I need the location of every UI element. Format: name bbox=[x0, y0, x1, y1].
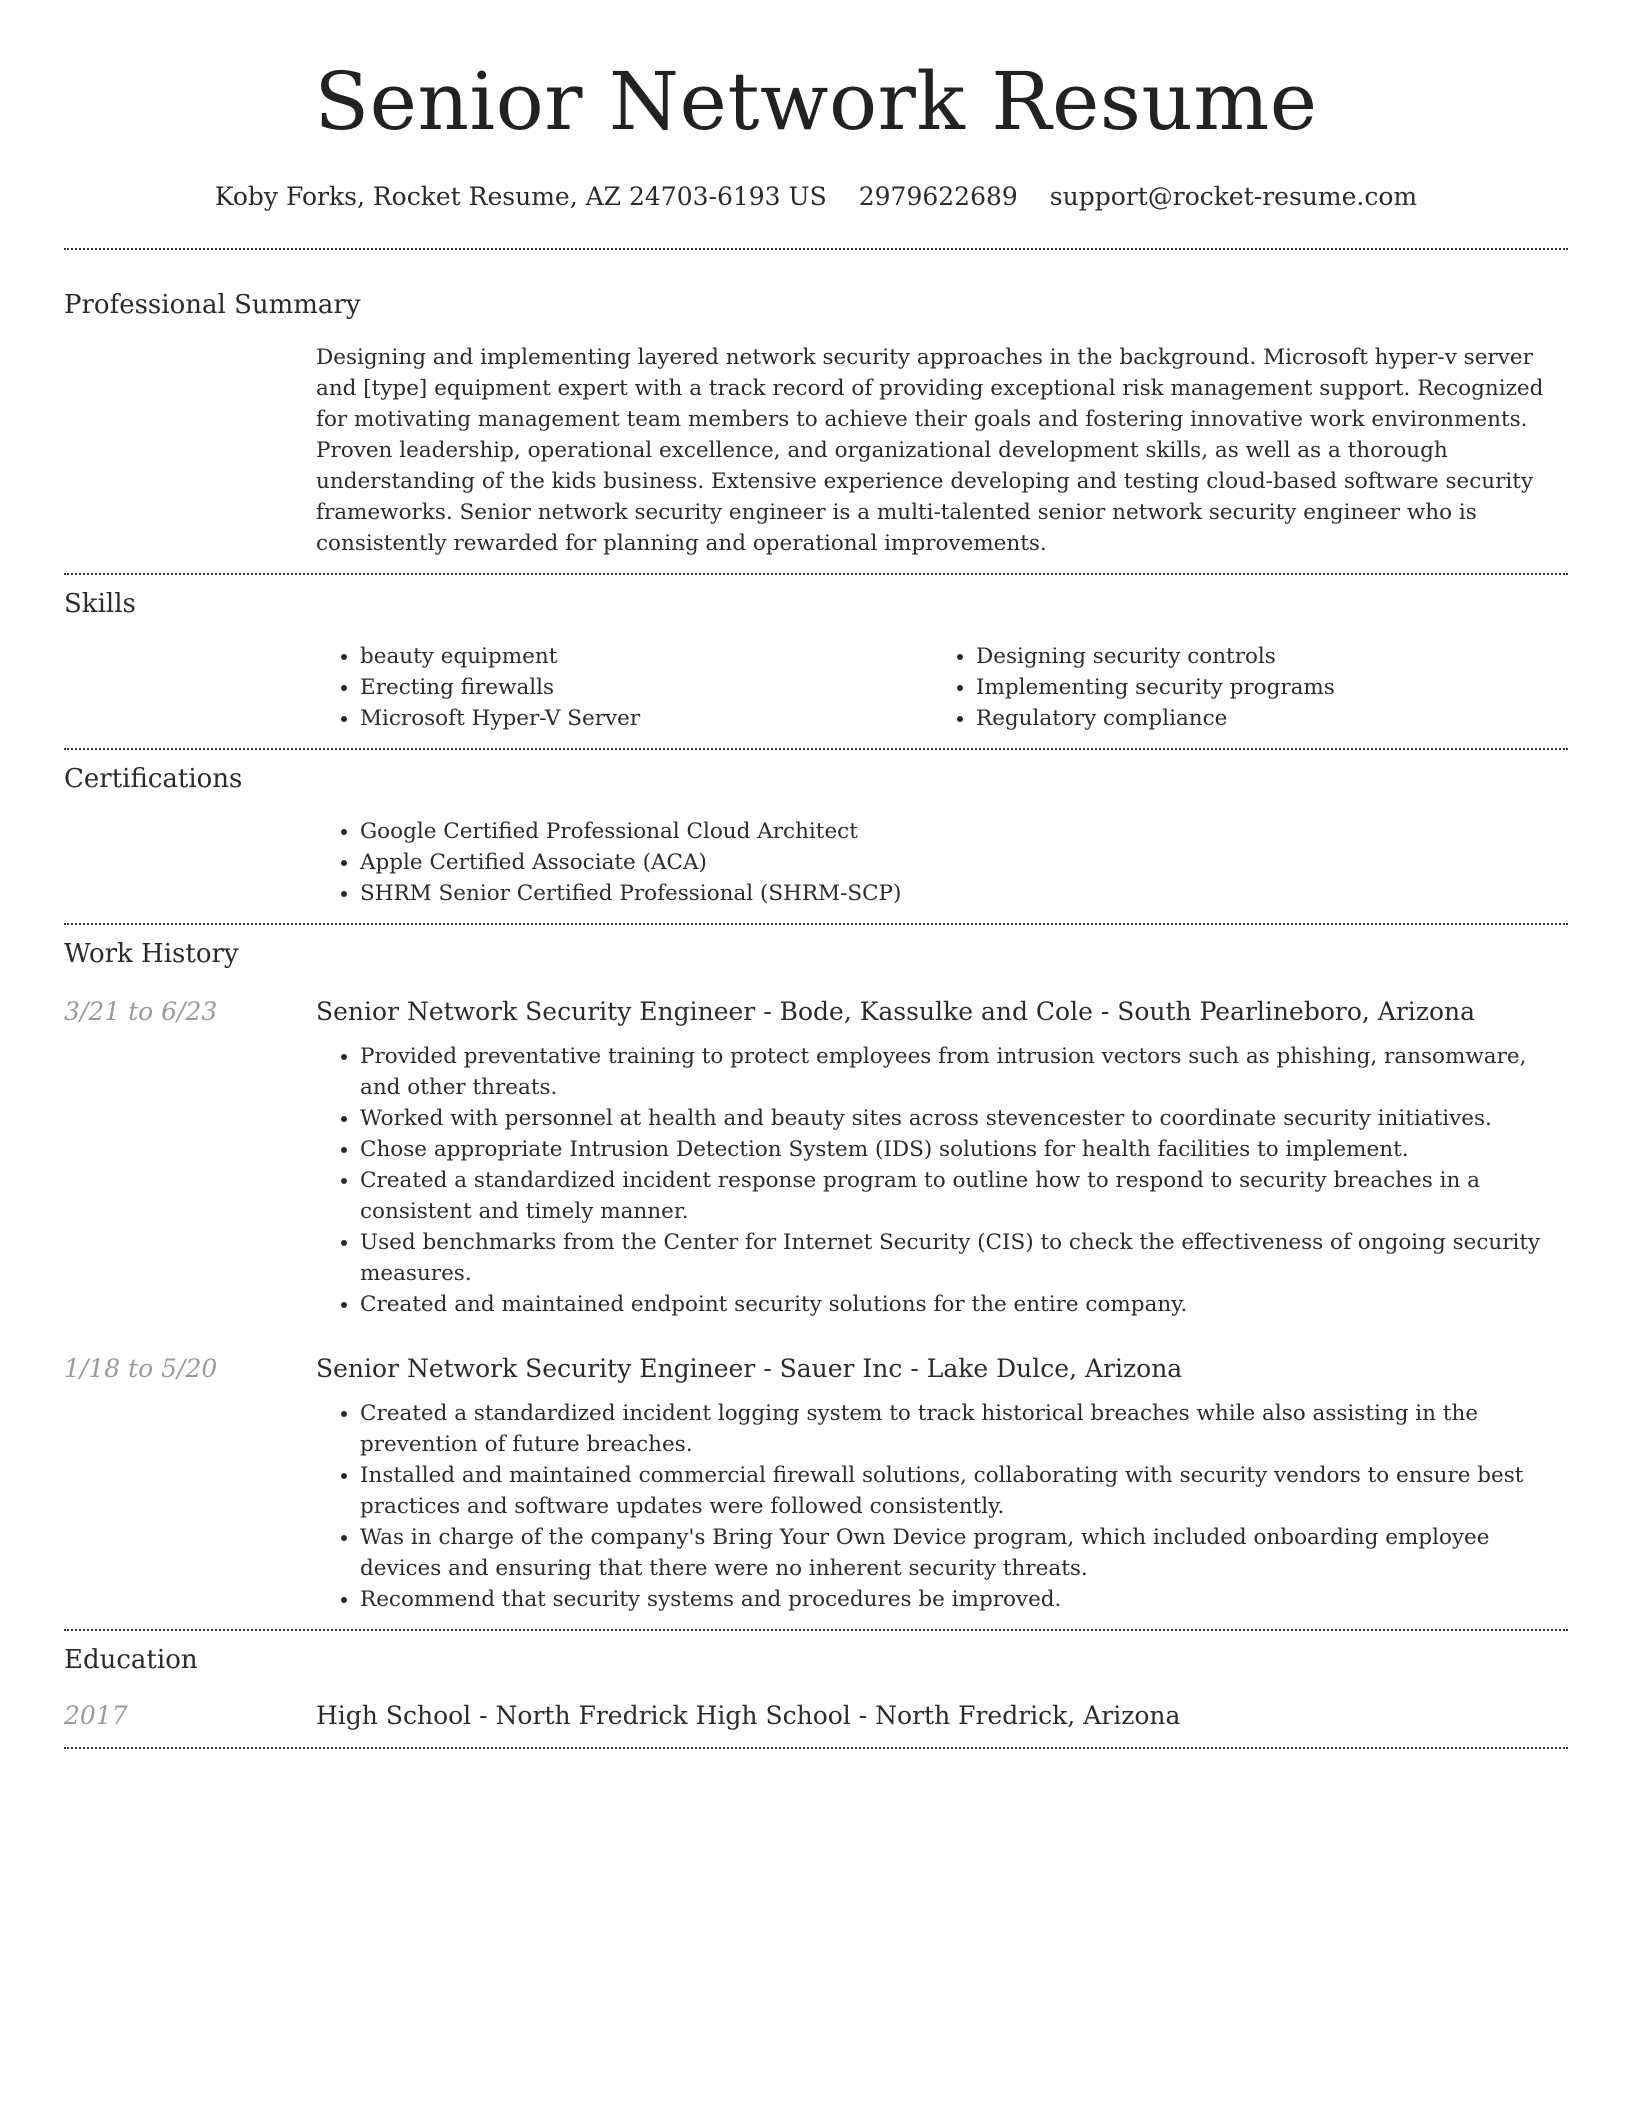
contact-email: support@rocket-resume.com bbox=[1049, 182, 1418, 211]
summary-text: Designing and implementing layered network security approaches in the background. Microsoft hyper-v server and [type] equipment expert with a track record of providing exceptional risk management support. Recognized for motivating management team members to achieve their goals and fostering innovative work environments. Proven leadership, operational excellence, and organizational development skills, as well as a thorough understanding of the kids business. Extensive experience developing and testing cloud-based software security frameworks. Senior network security engineer is a multi-talented senior network security engineer who is consistently rewarded for planning and operational improvements. bbox=[316, 345, 1544, 556]
resume-header bbox=[64, 0, 1568, 214]
work-heading: Work History bbox=[64, 939, 239, 969]
list-item: • Google Certified Professional Cloud Architect bbox=[360, 816, 1568, 847]
list-item: • Provided preventative training to protect employees from intrusion vectors such as phishing, ransomware, and other threats. bbox=[360, 1041, 1568, 1103]
list-item: • beauty equipment bbox=[360, 641, 932, 672]
job-dates: 1/18 to 5/20 bbox=[64, 1354, 218, 1383]
list-item: • Created a standardized incident response program to outline how to respond to security breaches in a consistent and timely manner. bbox=[360, 1165, 1568, 1227]
work-section bbox=[64, 925, 1568, 1615]
certifications-content bbox=[316, 816, 1568, 909]
job-entry bbox=[64, 1352, 1568, 1615]
skills-list-left bbox=[316, 641, 932, 734]
summary-content bbox=[316, 342, 1568, 559]
list-item: • Worked with personnel at health and beauty sites across stevencester to coordinate security initiatives. bbox=[360, 1103, 1568, 1134]
job-bullet-list bbox=[316, 1398, 1568, 1615]
list-item: • Recommend that security systems and procedures be improved. bbox=[360, 1584, 1568, 1615]
certifications-list bbox=[316, 816, 1568, 909]
contact-phone: 2979622689 bbox=[858, 182, 1018, 211]
list-item: • Installed and maintained commercial firewall solutions, collaborating with security vendors to ensure best practices and software updates were followed consistently. bbox=[360, 1460, 1568, 1522]
list-item: • Was in charge of the company's Bring Your Own Device program, which included onboarding employee devices and ensuring that there were no inherent security threats. bbox=[360, 1522, 1568, 1584]
list-item: • Apple Certified Associate (ACA) bbox=[360, 847, 1568, 878]
list-item: • Regulatory compliance bbox=[976, 703, 1548, 734]
job-header bbox=[64, 995, 1568, 1029]
skills-column-right bbox=[932, 641, 1548, 734]
list-item: • Implementing security programs bbox=[976, 672, 1548, 703]
job-title: Senior Network Security Engineer - Sauer Inc - Lake Dulce, Arizona bbox=[316, 1354, 1183, 1383]
skills-column-left bbox=[316, 641, 932, 734]
job-bullets bbox=[316, 1398, 1568, 1615]
certifications-heading: Certifications bbox=[64, 764, 243, 794]
contact-address: Koby Forks, Rocket Resume, AZ 24703-6193 US bbox=[214, 182, 827, 211]
education-title: High School - North Fredrick High School - North Fredrick, Arizona bbox=[316, 1701, 1181, 1730]
list-item: • Erecting firewalls bbox=[360, 672, 932, 703]
education-section bbox=[64, 1631, 1568, 1733]
job-bullet-list bbox=[316, 1041, 1568, 1320]
skills-list-right bbox=[932, 641, 1548, 734]
list-item: • Created and maintained endpoint security solutions for the entire company. bbox=[360, 1289, 1568, 1320]
list-item: • Created a standardized incident logging system to track historical breaches while also assisting in the prevention of future breaches. bbox=[360, 1398, 1568, 1460]
skills-grid bbox=[316, 641, 1568, 734]
summary-heading: Professional Summary bbox=[64, 290, 361, 320]
education-divider bbox=[64, 1747, 1568, 1749]
summary-section bbox=[64, 250, 1568, 559]
education-entry bbox=[64, 1699, 1568, 1733]
certifications-section bbox=[64, 750, 1568, 909]
list-item: • Chose appropriate Intrusion Detection System (IDS) solutions for health facilities to implement. bbox=[360, 1134, 1568, 1165]
contact-line bbox=[64, 180, 1568, 214]
skills-heading: Skills bbox=[64, 589, 136, 619]
job-title: Senior Network Security Engineer - Bode, Kassulke and Cole - South Pearlineboro, Arizona bbox=[316, 997, 1475, 1026]
skills-section bbox=[64, 575, 1568, 734]
list-item: • Used benchmarks from the Center for Internet Security (CIS) to check the effectiveness of ongoing security measures. bbox=[360, 1227, 1568, 1289]
list-item: • Designing security controls bbox=[976, 641, 1548, 672]
list-item: • SHRM Senior Certified Professional (SHRM-SCP) bbox=[360, 878, 1568, 909]
resume-title: Senior Network Resume bbox=[314, 55, 1318, 148]
education-heading: Education bbox=[64, 1645, 198, 1675]
job-header bbox=[64, 1352, 1568, 1386]
education-year: 2017 bbox=[64, 1701, 128, 1730]
list-item: • Microsoft Hyper-V Server bbox=[360, 703, 932, 734]
job-entry bbox=[64, 995, 1568, 1320]
job-bullets bbox=[316, 1041, 1568, 1320]
job-dates: 3/21 to 6/23 bbox=[64, 997, 218, 1026]
